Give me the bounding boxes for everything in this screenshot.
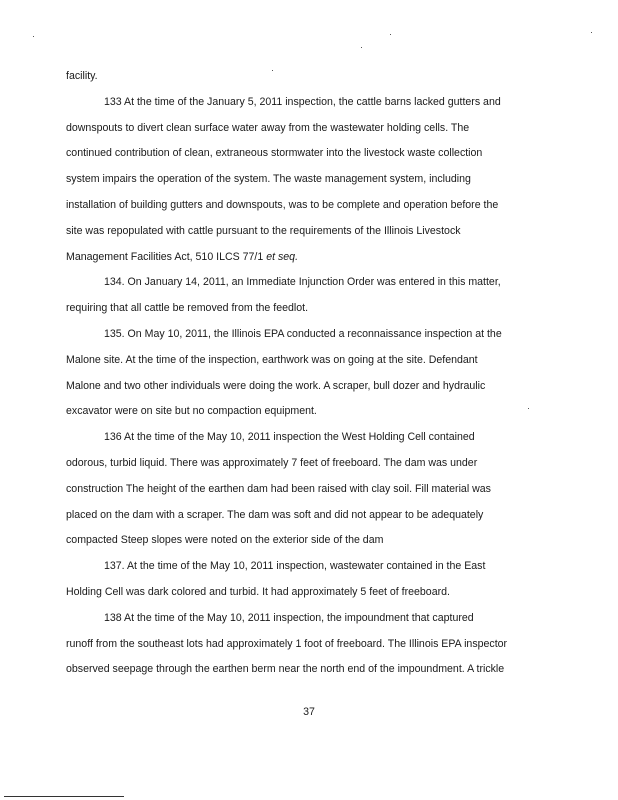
text-line: odorous, turbid liquid. There was approximately 7 feet of freeboard. The dam was under	[66, 456, 478, 469]
body-text	[66, 64, 536, 683]
text-line: placed on the dam with a scraper. The dam was soft and did not appear to be adequately	[66, 508, 484, 521]
citation-italic: et seq.	[266, 250, 299, 263]
text-line: 134. On January 14, 2011, an Immediate Injunction Order was entered in this matter,	[104, 276, 501, 289]
scan-speck	[272, 70, 273, 71]
text-line: 137. At the time of the May 10, 2011 inspection, wastewater contained in the East	[104, 560, 486, 573]
text-line: 136 At the time of the May 10, 2011 inspection the West Holding Cell contained	[104, 431, 475, 444]
text-line: 138 At the time of the May 10, 2011 inspection, the impoundment that captured	[104, 611, 474, 624]
scan-speck	[591, 32, 592, 33]
text-line: Malone and two other individuals were doing the work. A scraper, bull dozer and hydraulic	[66, 379, 486, 392]
text-line: requiring that all cattle be removed from the feedlot.	[66, 302, 309, 315]
text-line: continued contribution of clean, extraneous stormwater into the livestock waste collection	[66, 147, 483, 160]
text-line: Holding Cell was dark colored and turbid. It had approximately 5 feet of freeboard.	[66, 585, 450, 598]
text-line: system impairs the operation of the system. The waste management system, including	[66, 173, 471, 186]
text-line: downspouts to divert clean surface water away from the wastewater holding cells. The	[66, 121, 470, 134]
text-line: Malone site. At the time of the inspection, earthwork was on going at the site. Defendant	[66, 353, 478, 366]
scan-speck	[390, 34, 391, 35]
scan-speck	[361, 47, 362, 48]
scan-speck	[528, 408, 529, 409]
text-line: facility.	[66, 70, 98, 82]
footnote-rule	[4, 796, 124, 797]
text-line: 135. On May 10, 2011, the Illinois EPA conducted a reconnaissance inspection at the	[104, 327, 502, 340]
page-number: 37	[303, 706, 315, 718]
text-line: excavator were on site but no compaction equipment.	[66, 405, 317, 418]
text-line: construction The height of the earthen dam had been raised with clay soil. Fill material was	[66, 482, 491, 495]
text-line: compacted Steep slopes were noted on the exterior side of the dam	[66, 534, 384, 547]
scan-speck	[33, 36, 34, 37]
text-line: 133 At the time of the January 5, 2011 inspection, the cattle barns lacked gutters and	[104, 95, 501, 108]
text-line: site was repopulated with cattle pursuant to the requirements of the Illinois Livestock	[66, 224, 461, 237]
text-line: Management Facilities Act, 510 ILCS 77/1 et seq.	[66, 250, 299, 263]
text-line: runoff from the southeast lots had approximately 1 foot of freeboard. The Illinois EPA inspector	[66, 637, 508, 650]
text-line: installation of building gutters and downspouts, was to be complete and operation before the	[66, 198, 499, 211]
text-line: observed seepage through the earthen berm near the north end of the impoundment. A trickle	[66, 663, 505, 676]
